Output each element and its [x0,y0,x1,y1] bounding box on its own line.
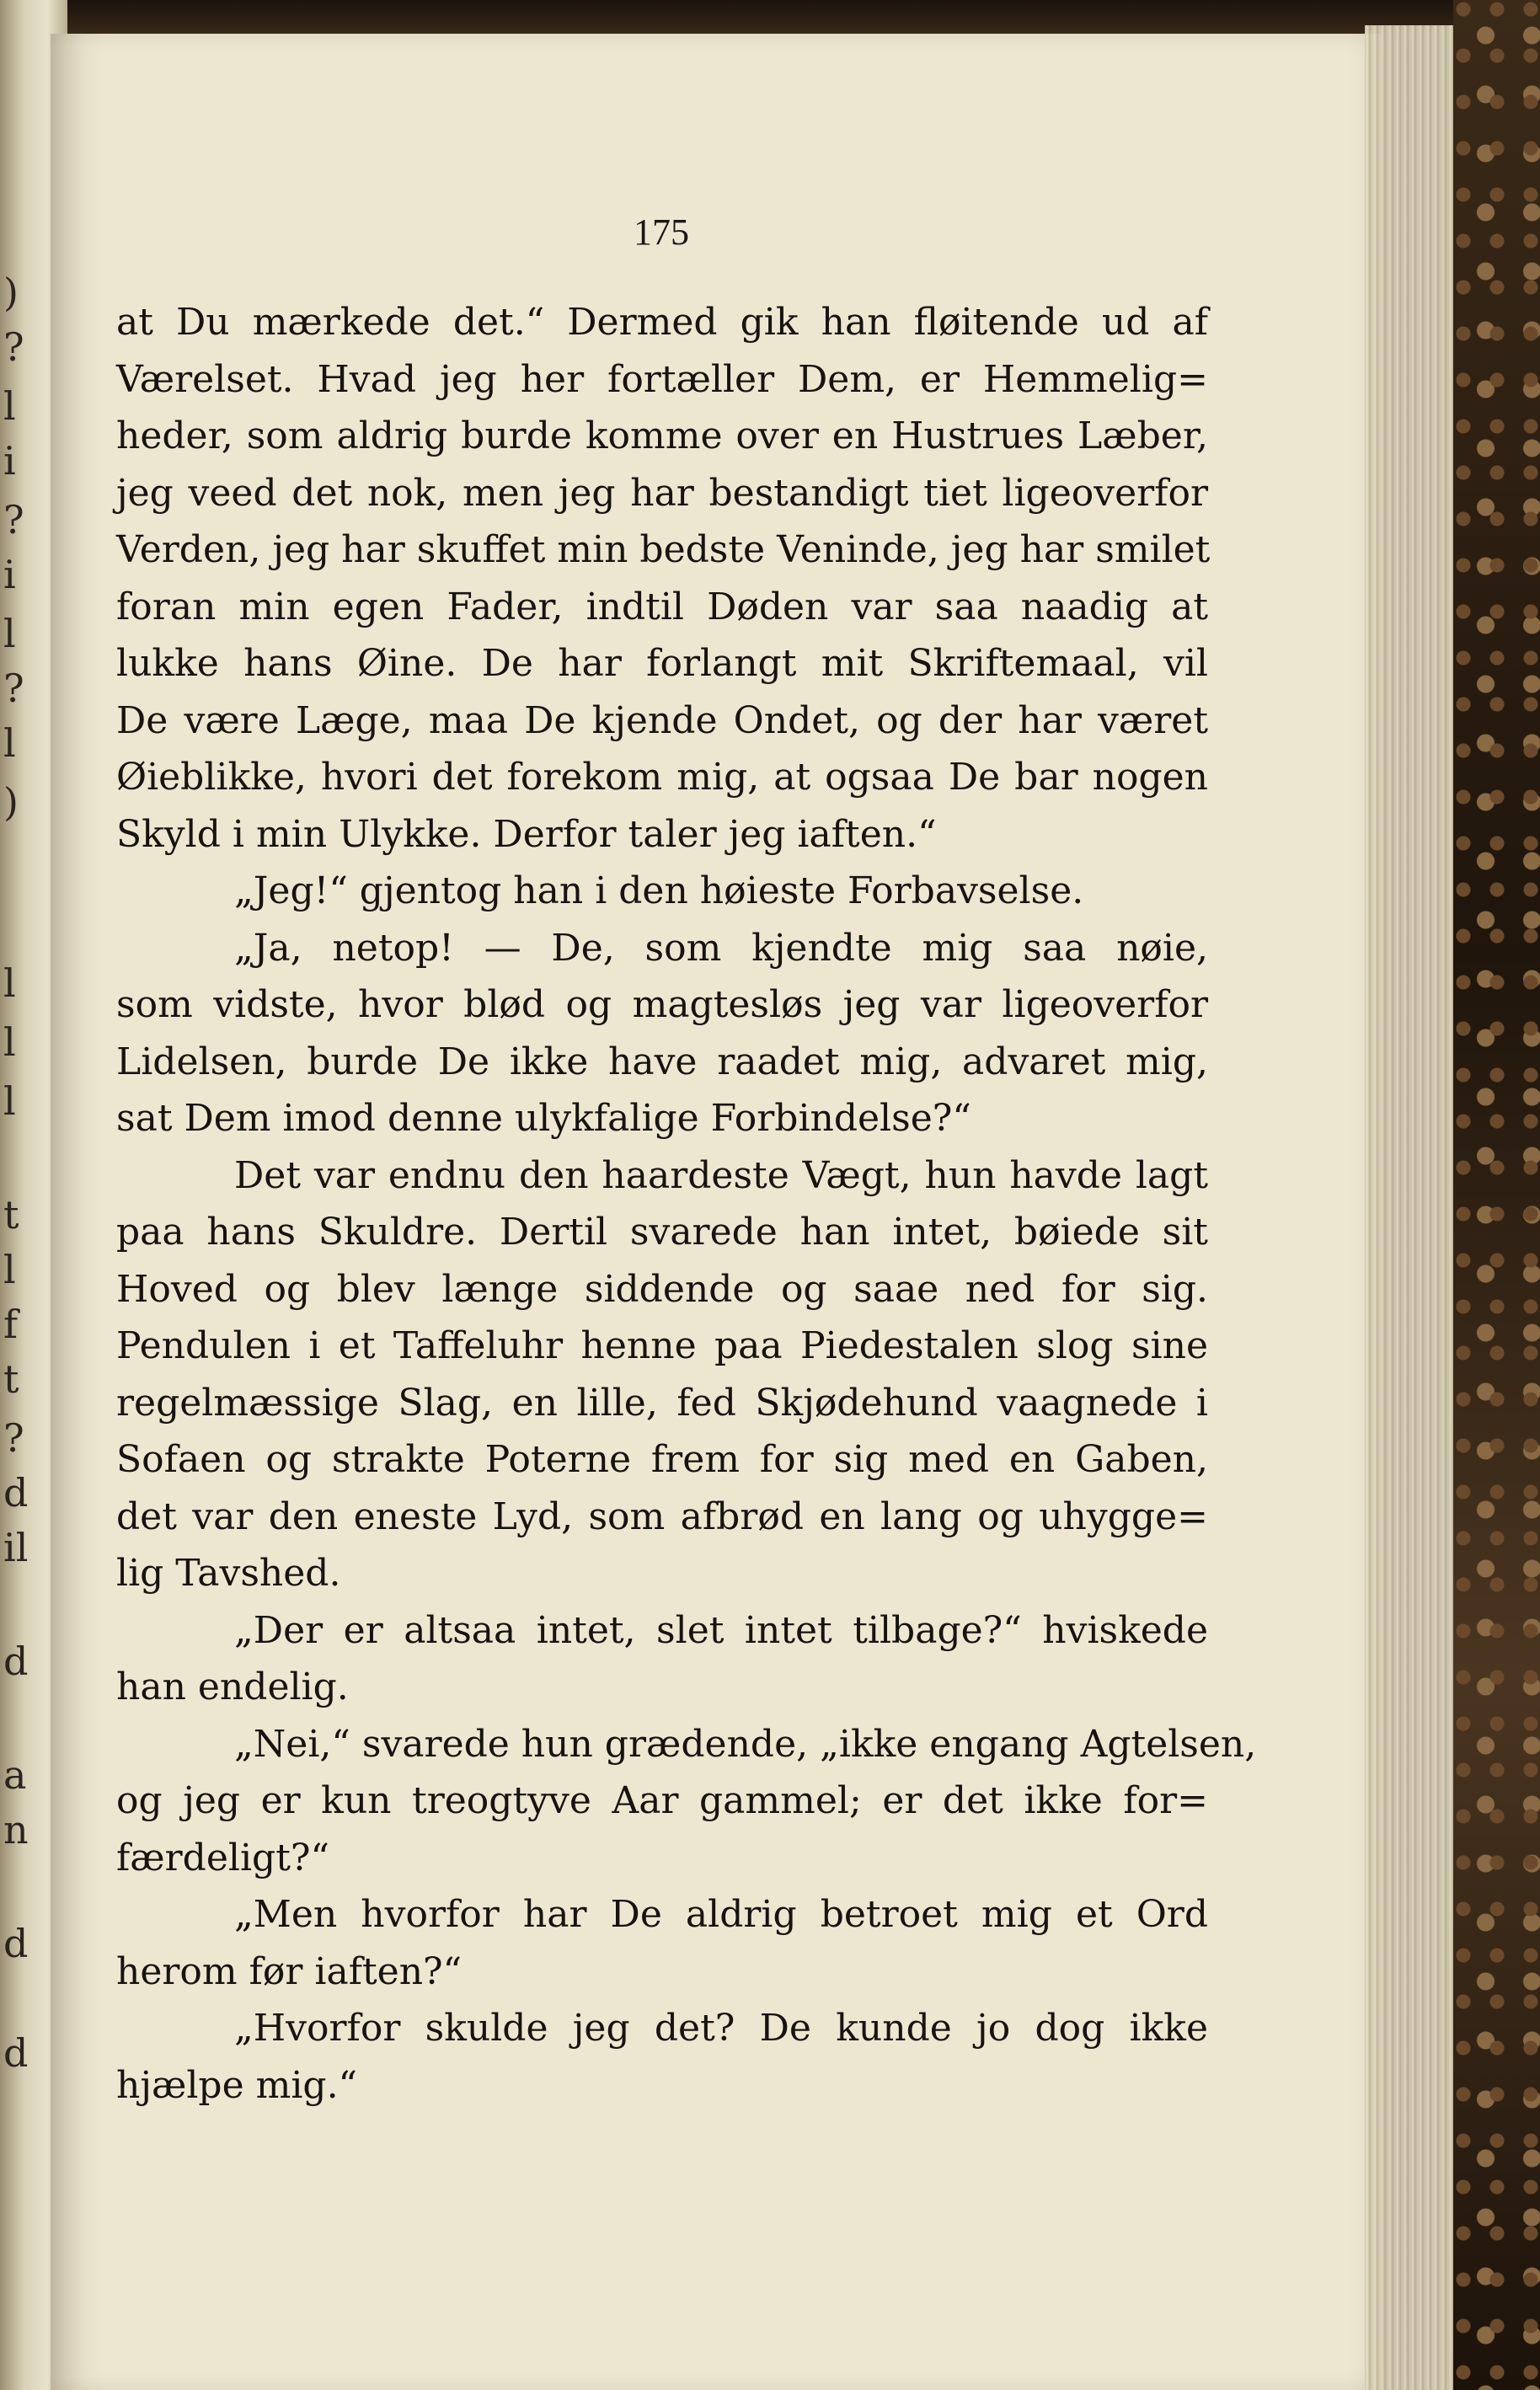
facing-page-fragment: il [3,1525,29,1570]
text-line: Lidelsen, burde De ikke have raadet mig, advaret mig, [116,1040,1208,1083]
facing-page-fragment: f [3,1302,19,1347]
facing-page-fragment: ? [3,324,24,370]
book-cover-top [0,0,1540,38]
facing-page-fragment: l [3,720,16,766]
text-line: paa hans Skuldre. Dertil svarede han intet, bøiede sit [116,1211,1208,1254]
text-line: „Der er altsaa intet, slet intet tilbage?“ hviskede [234,1608,1208,1652]
text-line: Pendulen i et Taffeluhr henne paa Piedestalen slog sine [116,1324,1208,1367]
facing-page-fragment: i [3,438,16,484]
facing-page-fragment: ? [3,497,24,543]
facing-page-fragment: t [3,1192,19,1238]
text-line: „Hvorfor skulde jeg det? De kunde jo dog ikke [234,2007,1208,2050]
text-line: foran min egen Fader, indtil Døden var saa naadig at [116,585,1208,628]
facing-page-fragment: l [3,1247,16,1292]
text-line: Værelset. Hvad jeg her fortæller Dem, er Hemmelig= [116,357,1208,401]
text-line: „Nei,“ svarede hun grædende, „ikke engang Agtelsen, [234,1722,1257,1766]
facing-page-fragment: t [3,1356,19,1402]
text-line: færdeligt?“ [116,1836,329,1879]
text-line: heder, som aldrig burde komme over en Hustrues Læber, [116,414,1208,457]
text-line: regelmæssige Slag, en lille, fed Skjødehund vaagnede i [116,1381,1208,1425]
text-line: Verden, jeg har skuffet min bedste Veninde, jeg har smilet [116,528,1211,571]
text-line: jeg veed det nok, men jeg har bestandigt tiet ligeoverfor [116,471,1208,515]
facing-page-fragment: a [3,1752,27,1798]
page-edges [1365,25,1457,2390]
facing-page-fragment: d [3,1470,29,1516]
facing-page-fragment: d [3,1921,29,1966]
page-number: 175 [634,211,689,253]
facing-page-fragment: ? [3,1415,24,1461]
text-line: Sofaen og strakte Poterne frem for sig med en Gaben, [116,1438,1208,1481]
text-line: lukke hans Øine. De har forlangt mit Skriftemaal, vil [116,642,1208,685]
text-line: Det var endnu den haardeste Vægt, hun havde lagt [234,1153,1208,1197]
text-line: „Jeg!“ gjentog han i den høieste Forbavselse. [234,869,1084,912]
text-line: lig Tavshed. [116,1552,341,1595]
text-line: som vidste, hvor blød og magtesløs jeg var ligeoverfor [116,983,1208,1026]
text-line: Øieblikke, hvori det forekom mig, at ogsaa De bar nogen [116,756,1208,799]
text-line: Hoved og blev længe siddende og saae ned for sig. [116,1267,1208,1311]
facing-page-fragment: d [3,2030,29,2076]
facing-page-fragment: l [3,960,16,1006]
facing-page-fragment: d [3,1639,29,1684]
facing-page-fragment: i [3,552,16,597]
text-line: De være Læge, maa De kjende Ondet, og der har været [116,698,1208,742]
facing-page-fragment: l [3,1019,16,1065]
text-line: Skyld i min Ulykke. Derfor taler jeg iaften.“ [116,812,937,856]
facing-page-fragment: l [3,611,16,656]
facing-page-fragment: ) [3,270,19,315]
text-line: „Men hvorfor har De aldrig betroet mig et Ord [234,1893,1208,1936]
facing-page-fragment: l [3,383,16,429]
text-line: han endelig. [116,1666,349,1708]
text-line: „Ja, netop! — De, som kjendte mig saa nøie, [234,926,1208,970]
text-line: og jeg er kun treogtyve Aar gammel; er det ikke for= [116,1779,1208,1822]
facing-page-fragment: ) [3,779,19,825]
facing-page-fragment: n [3,1807,29,1853]
facing-page-fragment: l [3,1078,16,1124]
text-line: hjælpe mig.“ [116,2063,358,2107]
text-line: sat Dem imod denne ulykfalige Forbindelse?“ [116,1097,971,1140]
book-page [51,34,1382,2390]
marbled-cover [1453,0,1540,2390]
facing-page-fragment: ? [3,666,24,711]
text-line: herom før iaften?“ [116,1949,463,1993]
text-line: det var den eneste Lyd, som afbrød en lang og uhygge= [116,1494,1208,1538]
text-line: at Du mærkede det.“ Dermed gik han fløitende ud af [116,301,1208,344]
